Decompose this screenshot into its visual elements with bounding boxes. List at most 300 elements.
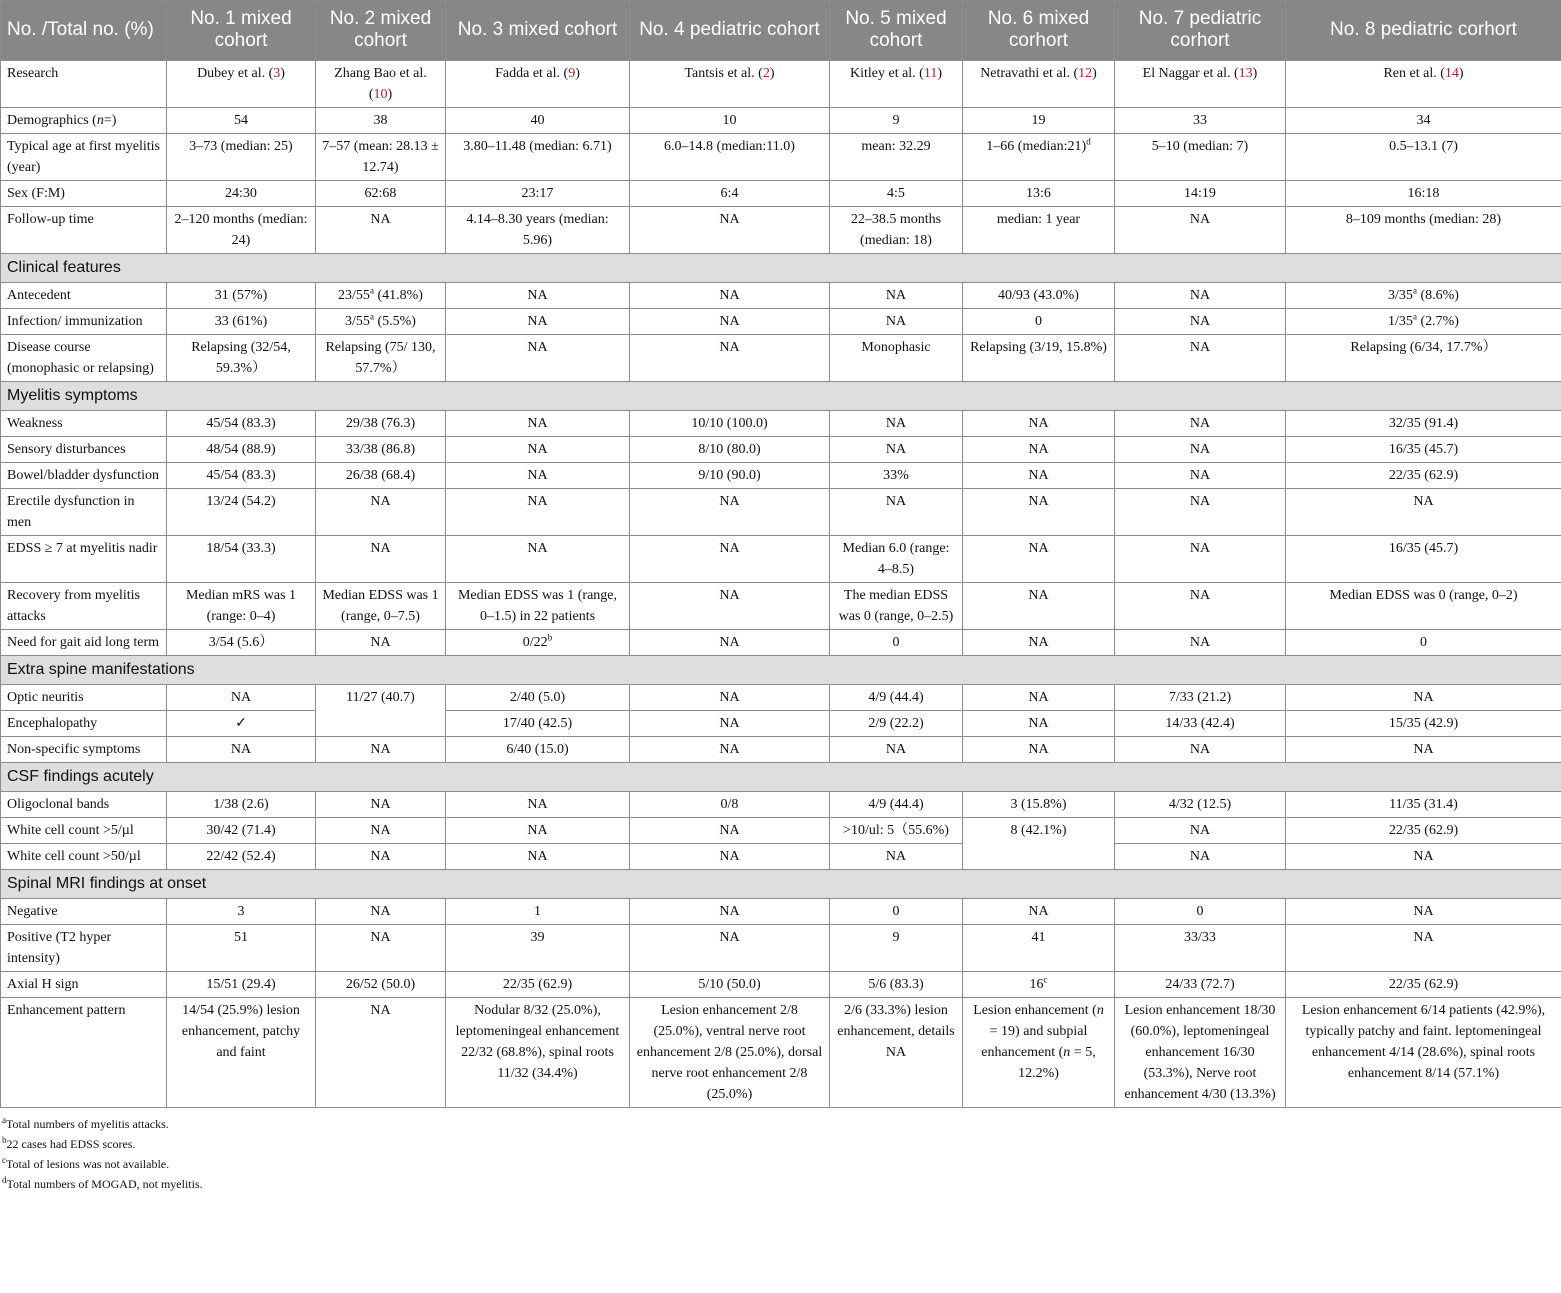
cell (1286, 283, 1561, 309)
cell: 0 (1115, 899, 1286, 925)
footnote (0, 1154, 1561, 1174)
cell: NA (316, 844, 446, 870)
cell: 0 (830, 899, 963, 925)
footnote-mark: d (1086, 136, 1091, 147)
header-cohort-5: No. 5 mixed cohort (830, 1, 963, 61)
cell: NA (1286, 844, 1561, 870)
cell: median: 1 year (963, 207, 1115, 254)
section-clinical (1, 254, 1561, 283)
cell: 40/93 (43.0%) (963, 283, 1115, 309)
cell: Lesion enhancement 6/14 patients (42.9%), typically patchy and faint. leptomeningeal enhancement 4/14 (28.6%), spinal roots enhancement 8/14 (57.1%) (1286, 998, 1561, 1108)
cell: Median 6.0 (range: 4–8.5) (830, 536, 963, 583)
reference-link[interactable]: 2 (762, 66, 770, 81)
row-label: Positive (T2 hyper intensity) (1, 925, 167, 972)
reference-link[interactable]: 10 (373, 87, 388, 102)
cell: 38 (316, 108, 446, 134)
cell-text: (2.7%) (1416, 314, 1459, 329)
section-title: CSF findings acutely (1, 763, 1561, 792)
cell: NA (1115, 309, 1286, 335)
cell-text: 3/35 (1388, 288, 1413, 303)
paren: ) (387, 87, 393, 102)
row-positive (1, 925, 1561, 972)
cell: NA (630, 630, 830, 656)
cell (963, 134, 1115, 181)
author: Fadda et al. ( (495, 66, 569, 81)
row-label: Erectile dysfunction in men (1, 489, 167, 536)
cell: NA (963, 711, 1115, 737)
cell: 18/54 (33.3) (167, 536, 316, 583)
header-cohort-8: No. 8 pediatric corhort (1286, 1, 1561, 61)
footnote-mark: a (369, 285, 374, 296)
row-label: Antecedent (1, 283, 167, 309)
cell: 7/33 (21.2) (1115, 685, 1286, 711)
cell: NA (1286, 925, 1561, 972)
header-cohort-4: No. 4 pediatric cohort (630, 1, 830, 61)
row-label: Sensory disturbances (1, 437, 167, 463)
cell: 16/35 (45.7) (1286, 437, 1561, 463)
author: Netravathi et al. ( (980, 66, 1079, 81)
cell: 22/35 (62.9) (446, 972, 630, 998)
cell: 33 (1115, 108, 1286, 134)
cell: NA (316, 998, 446, 1108)
cell: NA (1115, 583, 1286, 630)
cell: NA (630, 844, 830, 870)
cell: 14/54 (25.9%) lesion enhancement, patchy and faint (167, 998, 316, 1108)
research-cell (446, 61, 630, 108)
cell: 33% (830, 463, 963, 489)
cell: 7–57 (mean: 28.13 ± 12.74) (316, 134, 446, 181)
cell-text: 0/22 (522, 635, 548, 650)
cell: 2/6 (33.3%) lesion enhancement, details NA (830, 998, 963, 1108)
cell: NA (446, 411, 630, 437)
cell-text: n (1096, 1003, 1104, 1018)
cell: NA (830, 737, 963, 763)
cell: 30/42 (71.4) (167, 818, 316, 844)
cell: NA (1115, 737, 1286, 763)
cell: Relapsing (3/19, 15.8%) (963, 335, 1115, 382)
footnote-mark: b (547, 632, 553, 643)
cell: 45/54 (83.3) (167, 463, 316, 489)
row-label (1, 108, 167, 134)
paren: ) (575, 66, 580, 81)
header-cohort-1: No. 1 mixed cohort (167, 1, 316, 61)
footnote-text: Total numbers of MOGAD, not myelitis. (6, 1177, 203, 1191)
section-csf (1, 763, 1561, 792)
cell: NA (830, 411, 963, 437)
row-gait (1, 630, 1561, 656)
cell: 1/38 (2.6) (167, 792, 316, 818)
cell: NA (963, 489, 1115, 536)
cell: 11/27 (40.7) (316, 685, 446, 737)
row-research (1, 61, 1561, 108)
cell: 31 (57%) (167, 283, 316, 309)
cell: 48/54 (88.9) (167, 437, 316, 463)
reference-link[interactable]: 3 (273, 66, 281, 81)
cell: NA (446, 283, 630, 309)
cell: NA (446, 335, 630, 382)
cell: NA (963, 463, 1115, 489)
cell: NA (963, 685, 1115, 711)
section-title: Myelitis symptoms (1, 382, 1561, 411)
cell: NA (830, 844, 963, 870)
cell-text: 16 (1029, 977, 1044, 992)
row-wcc-5 (1, 818, 1561, 844)
cell: 6.0–14.8 (median:11.0) (630, 134, 830, 181)
cell: NA (316, 925, 446, 972)
reference-link[interactable]: 13 (1238, 66, 1253, 81)
cell: NA (446, 489, 630, 536)
reference-link[interactable]: 9 (568, 66, 576, 81)
cell: NA (446, 463, 630, 489)
footnote-mark: a (369, 311, 374, 322)
cell: Monophasic (830, 335, 963, 382)
author: Kitley et al. ( (849, 66, 924, 81)
cell: 4:5 (830, 181, 963, 207)
cell: NA (446, 792, 630, 818)
cell: 40 (446, 108, 630, 134)
row-recovery (1, 583, 1561, 630)
label-n: n (96, 113, 104, 128)
cell: NA (963, 411, 1115, 437)
cell: 8–109 months (median: 28) (1286, 207, 1561, 254)
cell: NA (830, 489, 963, 536)
cell: NA (963, 737, 1115, 763)
cell: NA (446, 536, 630, 583)
row-label: Bowel/bladder dysfunction (1, 463, 167, 489)
footnote-mark: c (1043, 974, 1048, 985)
cell: NA (446, 844, 630, 870)
row-label: White cell count >50/µl (1, 844, 167, 870)
author: Zhang Bao et al. ( (334, 66, 427, 102)
row-erectile (1, 489, 1561, 536)
cell: NA (1286, 737, 1561, 763)
row-course (1, 335, 1561, 382)
cell: 2/9 (22.2) (830, 711, 963, 737)
cell: 4/9 (44.4) (830, 792, 963, 818)
header-row (1, 1, 1561, 61)
section-mri (1, 870, 1561, 899)
cell: 3–73 (median: 25) (167, 134, 316, 181)
footnote-text: 22 cases had EDSS scores. (6, 1137, 136, 1151)
cell-text: 1/35 (1388, 314, 1413, 329)
cell: NA (1286, 489, 1561, 536)
cell: 14:19 (1115, 181, 1286, 207)
cell: 39 (446, 925, 630, 972)
cell: NA (830, 309, 963, 335)
cell: NA (1115, 411, 1286, 437)
research-cell (830, 61, 963, 108)
cell-text: = 19) and subpial enhancement ( (981, 1024, 1088, 1060)
check-mark-cell: ✓ (167, 711, 316, 737)
cell: 8 (42.1%) (963, 818, 1115, 870)
cell (316, 309, 446, 335)
cell (1286, 309, 1561, 335)
cell (963, 998, 1115, 1108)
author: Tantsis et al. ( (684, 66, 763, 81)
row-label: Enhancement pattern (1, 998, 167, 1108)
cell: 1 (446, 899, 630, 925)
cell: 3.80–11.48 (median: 6.71) (446, 134, 630, 181)
row-negative (1, 899, 1561, 925)
cell: 5–10 (median: 7) (1115, 134, 1286, 181)
cell: NA (1286, 685, 1561, 711)
footnote-mark: d (2, 1175, 7, 1185)
row-antecedent (1, 283, 1561, 309)
cell: NA (316, 792, 446, 818)
footnote-mark: a (1412, 285, 1417, 296)
cell: NA (167, 737, 316, 763)
reference-link[interactable]: 12 (1078, 66, 1093, 81)
cell: 62:68 (316, 181, 446, 207)
cell: 10 (630, 108, 830, 134)
cell: NA (630, 737, 830, 763)
cell: 5/10 (50.0) (630, 972, 830, 998)
row-enhancement (1, 998, 1561, 1108)
label-part: Demographics ( (7, 113, 97, 128)
cell: 23:17 (446, 181, 630, 207)
cell: 29/38 (76.3) (316, 411, 446, 437)
paren: ) (1092, 66, 1097, 81)
row-encephalopathy (1, 711, 1561, 737)
row-weakness (1, 411, 1561, 437)
research-cell (316, 61, 446, 108)
cell (446, 630, 630, 656)
header-cohort-6: No. 6 mixed corhort (963, 1, 1115, 61)
cell: Median EDSS was 1 (range, 0–1.5) in 22 patients (446, 583, 630, 630)
cell: 33/38 (86.8) (316, 437, 446, 463)
paren: ) (937, 66, 943, 81)
cell: 45/54 (83.3) (167, 411, 316, 437)
research-cell (1115, 61, 1286, 108)
row-demographics (1, 108, 1561, 134)
row-oligoclonal (1, 792, 1561, 818)
cell: Median mRS was 1 (range: 0–4) (167, 583, 316, 630)
cell: NA (316, 489, 446, 536)
cell: NA (316, 536, 446, 583)
cell: 22/35 (62.9) (1286, 972, 1561, 998)
row-label: Recovery from myelitis attacks (1, 583, 167, 630)
paren: ) (1252, 66, 1258, 81)
cell: NA (630, 925, 830, 972)
row-label: Oligoclonal bands (1, 792, 167, 818)
cell: 11/35 (31.4) (1286, 792, 1561, 818)
row-label: Follow-up time (1, 207, 167, 254)
cell: 4/32 (12.5) (1115, 792, 1286, 818)
footnote-text: Total numbers of myelitis attacks. (6, 1117, 169, 1131)
cell: 33 (61%) (167, 309, 316, 335)
cell: 24:30 (167, 181, 316, 207)
row-nonspecific (1, 737, 1561, 763)
row-infection (1, 309, 1561, 335)
cell: NA (630, 583, 830, 630)
cell: Relapsing (32/54, 59.3%） (167, 335, 316, 382)
row-wcc-50 (1, 844, 1561, 870)
cell: NA (1286, 899, 1561, 925)
row-label: Optic neuritis (1, 685, 167, 711)
cell: NA (316, 899, 446, 925)
paren: ) (1458, 66, 1464, 81)
footnote-mark: a (2, 1115, 6, 1125)
cell: 17/40 (42.5) (446, 711, 630, 737)
cell: NA (446, 309, 630, 335)
cell: NA (630, 489, 830, 536)
row-optic (1, 685, 1561, 711)
section-extra-spine (1, 656, 1561, 685)
cell: NA (630, 899, 830, 925)
paren: ) (769, 66, 775, 81)
cell: 19 (963, 108, 1115, 134)
cell: 6:4 (630, 181, 830, 207)
cell-text: (8.6%) (1416, 288, 1459, 303)
row-label: White cell count >5/µl (1, 818, 167, 844)
cell-text: n (1063, 1045, 1071, 1060)
footnote-text: Total of lesions was not available. (6, 1157, 170, 1171)
cell: NA (1115, 335, 1286, 382)
row-h-sign (1, 972, 1561, 998)
row-label: Research (1, 61, 167, 108)
row-label: Infection/ immunization (1, 309, 167, 335)
row-followup (1, 207, 1561, 254)
row-label: EDSS ≥ 7 at myelitis nadir (1, 536, 167, 583)
row-edss (1, 536, 1561, 583)
reference-link[interactable]: 11 (923, 66, 938, 81)
research-cell (963, 61, 1115, 108)
reference-link[interactable]: 14 (1444, 66, 1459, 81)
cell: 22/42 (52.4) (167, 844, 316, 870)
footnote (0, 1174, 1561, 1194)
cell: 3 (15.8%) (963, 792, 1115, 818)
cell: Median EDSS was 0 (range, 0–2) (1286, 583, 1561, 630)
cell: 9/10 (90.0) (630, 463, 830, 489)
cell: 4/9 (44.4) (830, 685, 963, 711)
footnotes (0, 1108, 1561, 1194)
cell: NA (630, 818, 830, 844)
cell: 13:6 (963, 181, 1115, 207)
cell: 26/38 (68.4) (316, 463, 446, 489)
research-cell (1286, 61, 1561, 108)
cell: NA (1115, 489, 1286, 536)
header-total: No. /Total no. (%) (1, 1, 167, 61)
row-label: Negative (1, 899, 167, 925)
cell: 9 (830, 108, 963, 134)
cell: 22/35 (62.9) (1286, 818, 1561, 844)
cell: Median EDSS was 1 (range, 0–7.5) (316, 583, 446, 630)
header-cohort-3: No. 3 mixed cohort (446, 1, 630, 61)
cell: NA (963, 536, 1115, 583)
cell: NA (830, 283, 963, 309)
cell: 4.14–8.30 years (median: 5.96) (446, 207, 630, 254)
cell: Relapsing (75/ 130, 57.7%） (316, 335, 446, 382)
cell: 14/33 (42.4) (1115, 711, 1286, 737)
cell: 2/40 (5.0) (446, 685, 630, 711)
section-myelitis (1, 382, 1561, 411)
cell: 10/10 (100.0) (630, 411, 830, 437)
row-label: Non-specific symptoms (1, 737, 167, 763)
section-title: Clinical features (1, 254, 1561, 283)
section-title: Spinal MRI findings at onset (1, 870, 1561, 899)
footnote (0, 1114, 1561, 1134)
cell: NA (630, 335, 830, 382)
row-label: Need for gait aid long term (1, 630, 167, 656)
cell: mean: 32.29 (830, 134, 963, 181)
cell: NA (963, 437, 1115, 463)
cell: NA (1115, 818, 1286, 844)
cell: 33/33 (1115, 925, 1286, 972)
cell: Lesion enhancement 2/8 (25.0%), ventral nerve root enhancement 2/8 (25.0%), dorsal nerve root enhancement 2/8 (25.0%) (630, 998, 830, 1108)
cell: NA (316, 630, 446, 656)
row-label: Typical age at first myelitis (year) (1, 134, 167, 181)
row-sensory (1, 437, 1561, 463)
cell-text: 23/55 (338, 288, 370, 303)
research-cell (167, 61, 316, 108)
cell (316, 283, 446, 309)
row-sex (1, 181, 1561, 207)
cell: NA (963, 899, 1115, 925)
cell: NA (316, 737, 446, 763)
cell: 9 (830, 925, 963, 972)
cell: NA (963, 630, 1115, 656)
cell: NA (1115, 437, 1286, 463)
row-label: Disease course (monophasic or relapsing) (1, 335, 167, 382)
cell: NA (1115, 463, 1286, 489)
cell: 24/33 (72.7) (1115, 972, 1286, 998)
footnote (0, 1134, 1561, 1154)
cell: NA (630, 711, 830, 737)
cell-text: Lesion enhancement ( (973, 1003, 1097, 1018)
cell: NA (963, 583, 1115, 630)
cell-text: (41.8%) (373, 288, 423, 303)
cell: 41 (963, 925, 1115, 972)
cell: 22–38.5 months (median: 18) (830, 207, 963, 254)
cell: NA (1115, 207, 1286, 254)
research-cell (630, 61, 830, 108)
cell: Lesion enhancement 18/30 (60.0%), leptomeningeal enhancement 16/30 (53.3%), Nerve root enhancement 4/30 (13.3%) (1115, 998, 1286, 1108)
row-age (1, 134, 1561, 181)
author: El Naggar et al. ( (1142, 66, 1239, 81)
row-label: Axial H sign (1, 972, 167, 998)
cell-text: (5.5%) (373, 314, 416, 329)
cell: 54 (167, 108, 316, 134)
section-title: Extra spine manifestations (1, 656, 1561, 685)
cell: NA (446, 437, 630, 463)
cell: NA (446, 818, 630, 844)
cell: 13/24 (54.2) (167, 489, 316, 536)
paren: ) (280, 66, 285, 81)
cell: 51 (167, 925, 316, 972)
cell: NA (1115, 630, 1286, 656)
cell: NA (1115, 283, 1286, 309)
footnote-mark: b (2, 1135, 7, 1145)
cell: Nodular 8/32 (25.0%), leptomeningeal enhancement 22/32 (68.8%), spinal roots 11/32 (34.4%) (446, 998, 630, 1108)
row-label: Sex (F:M) (1, 181, 167, 207)
author: Ren et al. ( (1383, 66, 1445, 81)
author: Dubey et al. ( (197, 66, 274, 81)
cell-text: 1–66 (median:21) (986, 139, 1087, 154)
cell: 3 (167, 899, 316, 925)
row-label: Weakness (1, 411, 167, 437)
cell: 16/35 (45.7) (1286, 536, 1561, 583)
header-cohort-2: No. 2 mixed cohort (316, 1, 446, 61)
cell: 22/35 (62.9) (1286, 463, 1561, 489)
cell: NA (630, 309, 830, 335)
cell: NA (316, 207, 446, 254)
cell: NA (1115, 536, 1286, 583)
cell: >10/ul: 5（55.6%) (830, 818, 963, 844)
cell: 2–120 months (median: 24) (167, 207, 316, 254)
cell: NA (630, 685, 830, 711)
cell: NA (316, 818, 446, 844)
cell: 8/10 (80.0) (630, 437, 830, 463)
